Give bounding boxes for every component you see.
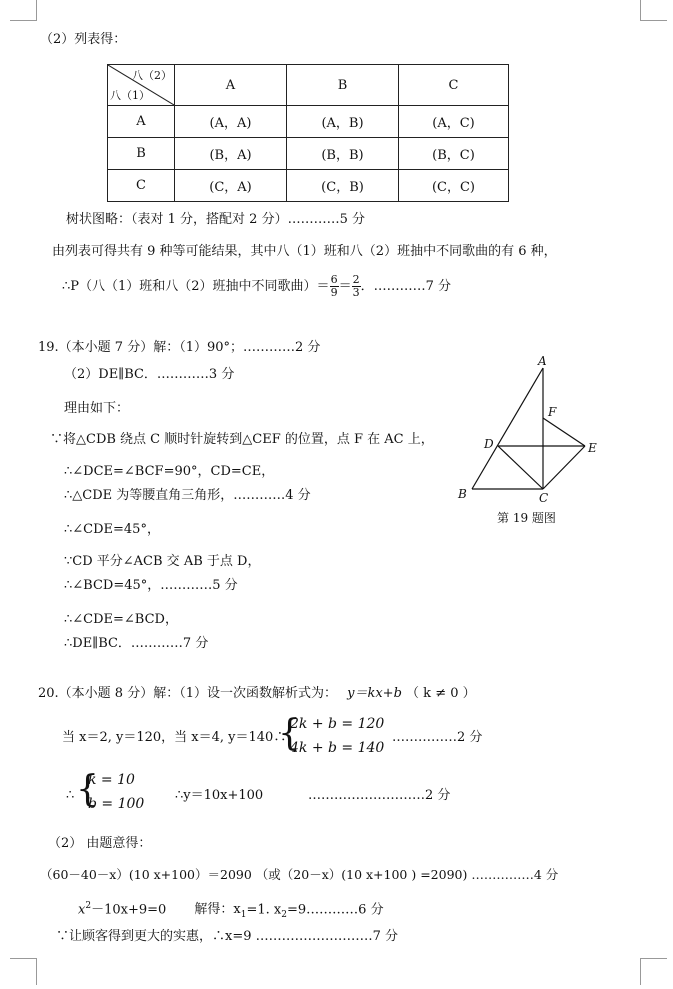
table-row <box>108 106 509 138</box>
system-brace-1: { <box>278 713 301 754</box>
fraction-denominator: 9 <box>330 286 338 299</box>
table-row <box>108 138 509 170</box>
table-header-row <box>108 65 509 106</box>
system-eq-1a: 2k + b = 120 <box>290 716 385 732</box>
header-bottom-label: 八（1） <box>110 89 150 102</box>
q20-given-points: 当 x＝2, y＝120，当 x＝4, y＝140∴ <box>62 730 287 745</box>
table-diagonal-header-cell <box>108 65 175 106</box>
fraction-6-9 <box>330 274 339 299</box>
label-f: F <box>548 405 557 419</box>
table-cell: (B，A) <box>175 138 287 170</box>
q20-condition: （ k ≠ 0 ） <box>406 686 476 701</box>
segment-ec <box>543 446 585 489</box>
q19-step-bisector: ∵CD 平分∠ACB 交 AB 于点 D， <box>64 554 261 569</box>
q19-figure-caption: 第 19 题图 <box>497 511 556 525</box>
table-cell: (A，C) <box>399 106 509 138</box>
q20-score-system: ……………2 分 <box>392 730 483 745</box>
q20-part2-heading: （2） 由题意得： <box>48 836 152 851</box>
q19-conclusion: ∴DE∥BC．…………7 分 <box>64 636 209 651</box>
tree-diagram-note: 树状图略：（表对 1 分，搭配对 2 分）…………5 分 <box>66 212 365 227</box>
q20-solution-x2: =9…………6 分 <box>287 902 384 918</box>
equals-sign: ＝ <box>338 279 352 294</box>
corner-mark-top-left <box>10 0 37 21</box>
label-c: C <box>539 491 549 505</box>
q19-step-cde: ∴∠CDE=45°， <box>64 522 160 537</box>
table-cell: (A，B) <box>287 106 399 138</box>
segment-fe <box>543 418 585 446</box>
table-cell: (C，A) <box>175 170 287 202</box>
q19-reason-heading: 理由如下： <box>64 401 130 416</box>
fraction-2-3 <box>352 274 361 299</box>
system-eq-1b: 4k + b = 140 <box>290 740 385 756</box>
fraction-denominator: 3 <box>352 286 360 299</box>
table-cell: (B，C) <box>399 138 509 170</box>
q20-part2-equation: （60－40－x）(10 x+100）＝2090 （或（20－x）(10 x+100 ) =2090) ……………4 分 <box>40 867 559 882</box>
col-header: B <box>287 65 399 106</box>
section-2-title: （2）列表得： <box>40 32 127 47</box>
q20-solution-sub2: 2 <box>281 909 287 920</box>
q20-quadratic-line <box>78 898 384 923</box>
table-cell: (C，C) <box>399 170 509 202</box>
q20-final-answer: ∵让顾客得到更大的实惠，∴x=9 ………………………7 分 <box>56 929 399 944</box>
q20-result-function: ∴y＝10x+100 <box>175 788 264 803</box>
q20-score-function: ………………………2 分 <box>308 788 451 803</box>
q20-quadratic-rest: －10x+9=0 <box>91 902 167 918</box>
row-header: C <box>108 170 175 202</box>
fraction-numerator: 6 <box>330 273 338 286</box>
col-header: A <box>175 65 287 106</box>
probability-line <box>62 274 451 300</box>
corner-mark-bottom-left <box>10 958 37 985</box>
system-eq-2b: b = 100 <box>88 796 145 812</box>
q19-figure <box>450 352 610 532</box>
label-e: E <box>588 441 597 455</box>
q20-quadratic-x: x <box>78 902 86 918</box>
corner-mark-bottom-right <box>640 958 667 985</box>
col-header: C <box>399 65 509 106</box>
q20-quadratic-exponent: 2 <box>85 901 92 911</box>
table-cell: (B，B) <box>287 138 399 170</box>
label-a: A <box>538 354 547 368</box>
q19-step-isosceles: ∴△CDE 为等腰直角三角形，…………4 分 <box>64 488 311 503</box>
system-eq-2a: k = 10 <box>88 772 135 788</box>
outcome-table <box>107 64 509 202</box>
label-d: D <box>484 437 494 451</box>
q19-step-rotation: ∵将△CDB 绕点 C 顺时针旋转到△CEF 的位置，点 F 在 AC 上， <box>50 432 434 447</box>
segment-ab <box>472 368 543 489</box>
table-cell: (C，B) <box>287 170 399 202</box>
q20-solution-label: 解得：x <box>194 902 241 918</box>
header-top-label: 八（2） <box>132 69 172 82</box>
q20-solution-sub1: 1 <box>240 909 247 920</box>
table-row <box>108 170 509 202</box>
q19-step-angles: ∴∠DCE=∠BCF=90°，CD=CE， <box>64 464 275 479</box>
probability-prefix: ∴P（八（1）班和八（2）班抽中不同歌曲）＝ <box>62 279 330 294</box>
q19-step-equal-angles: ∴∠CDE=∠BCD， <box>64 612 178 627</box>
table-cell: (A，A) <box>175 106 287 138</box>
q20-part1-prefix: 20.（本小题 8 分）解：（1）设一次函数解析式为： <box>38 686 337 701</box>
row-header: A <box>108 106 175 138</box>
system-brace-2: { <box>76 769 99 810</box>
fraction-numerator: 2 <box>352 273 360 286</box>
q20-solution-x1: =1. x <box>246 902 282 918</box>
q19-part2: （2）DE∥BC．…………3 分 <box>64 367 235 382</box>
label-b: B <box>458 487 467 501</box>
result-statement: 由列表可得共有 9 种等可能结果，其中八（1）班和八（2）班抽中不同歌曲的有 6 种， <box>52 244 557 259</box>
probability-score: ．…………7 分 <box>360 279 451 294</box>
q20-part1 <box>38 686 476 702</box>
row-header: B <box>108 138 175 170</box>
segment-dc <box>498 446 543 489</box>
corner-mark-top-right <box>640 0 667 21</box>
therefore-symbol: ∴ <box>66 788 75 803</box>
q19-step-bcd: ∴∠BCD=45°，…………5 分 <box>64 578 238 593</box>
q20-linear-equation: y＝kx+b <box>347 686 402 701</box>
q19-part1: 19.（本小题 7 分）解：（1）90°；…………2 分 <box>38 340 321 355</box>
